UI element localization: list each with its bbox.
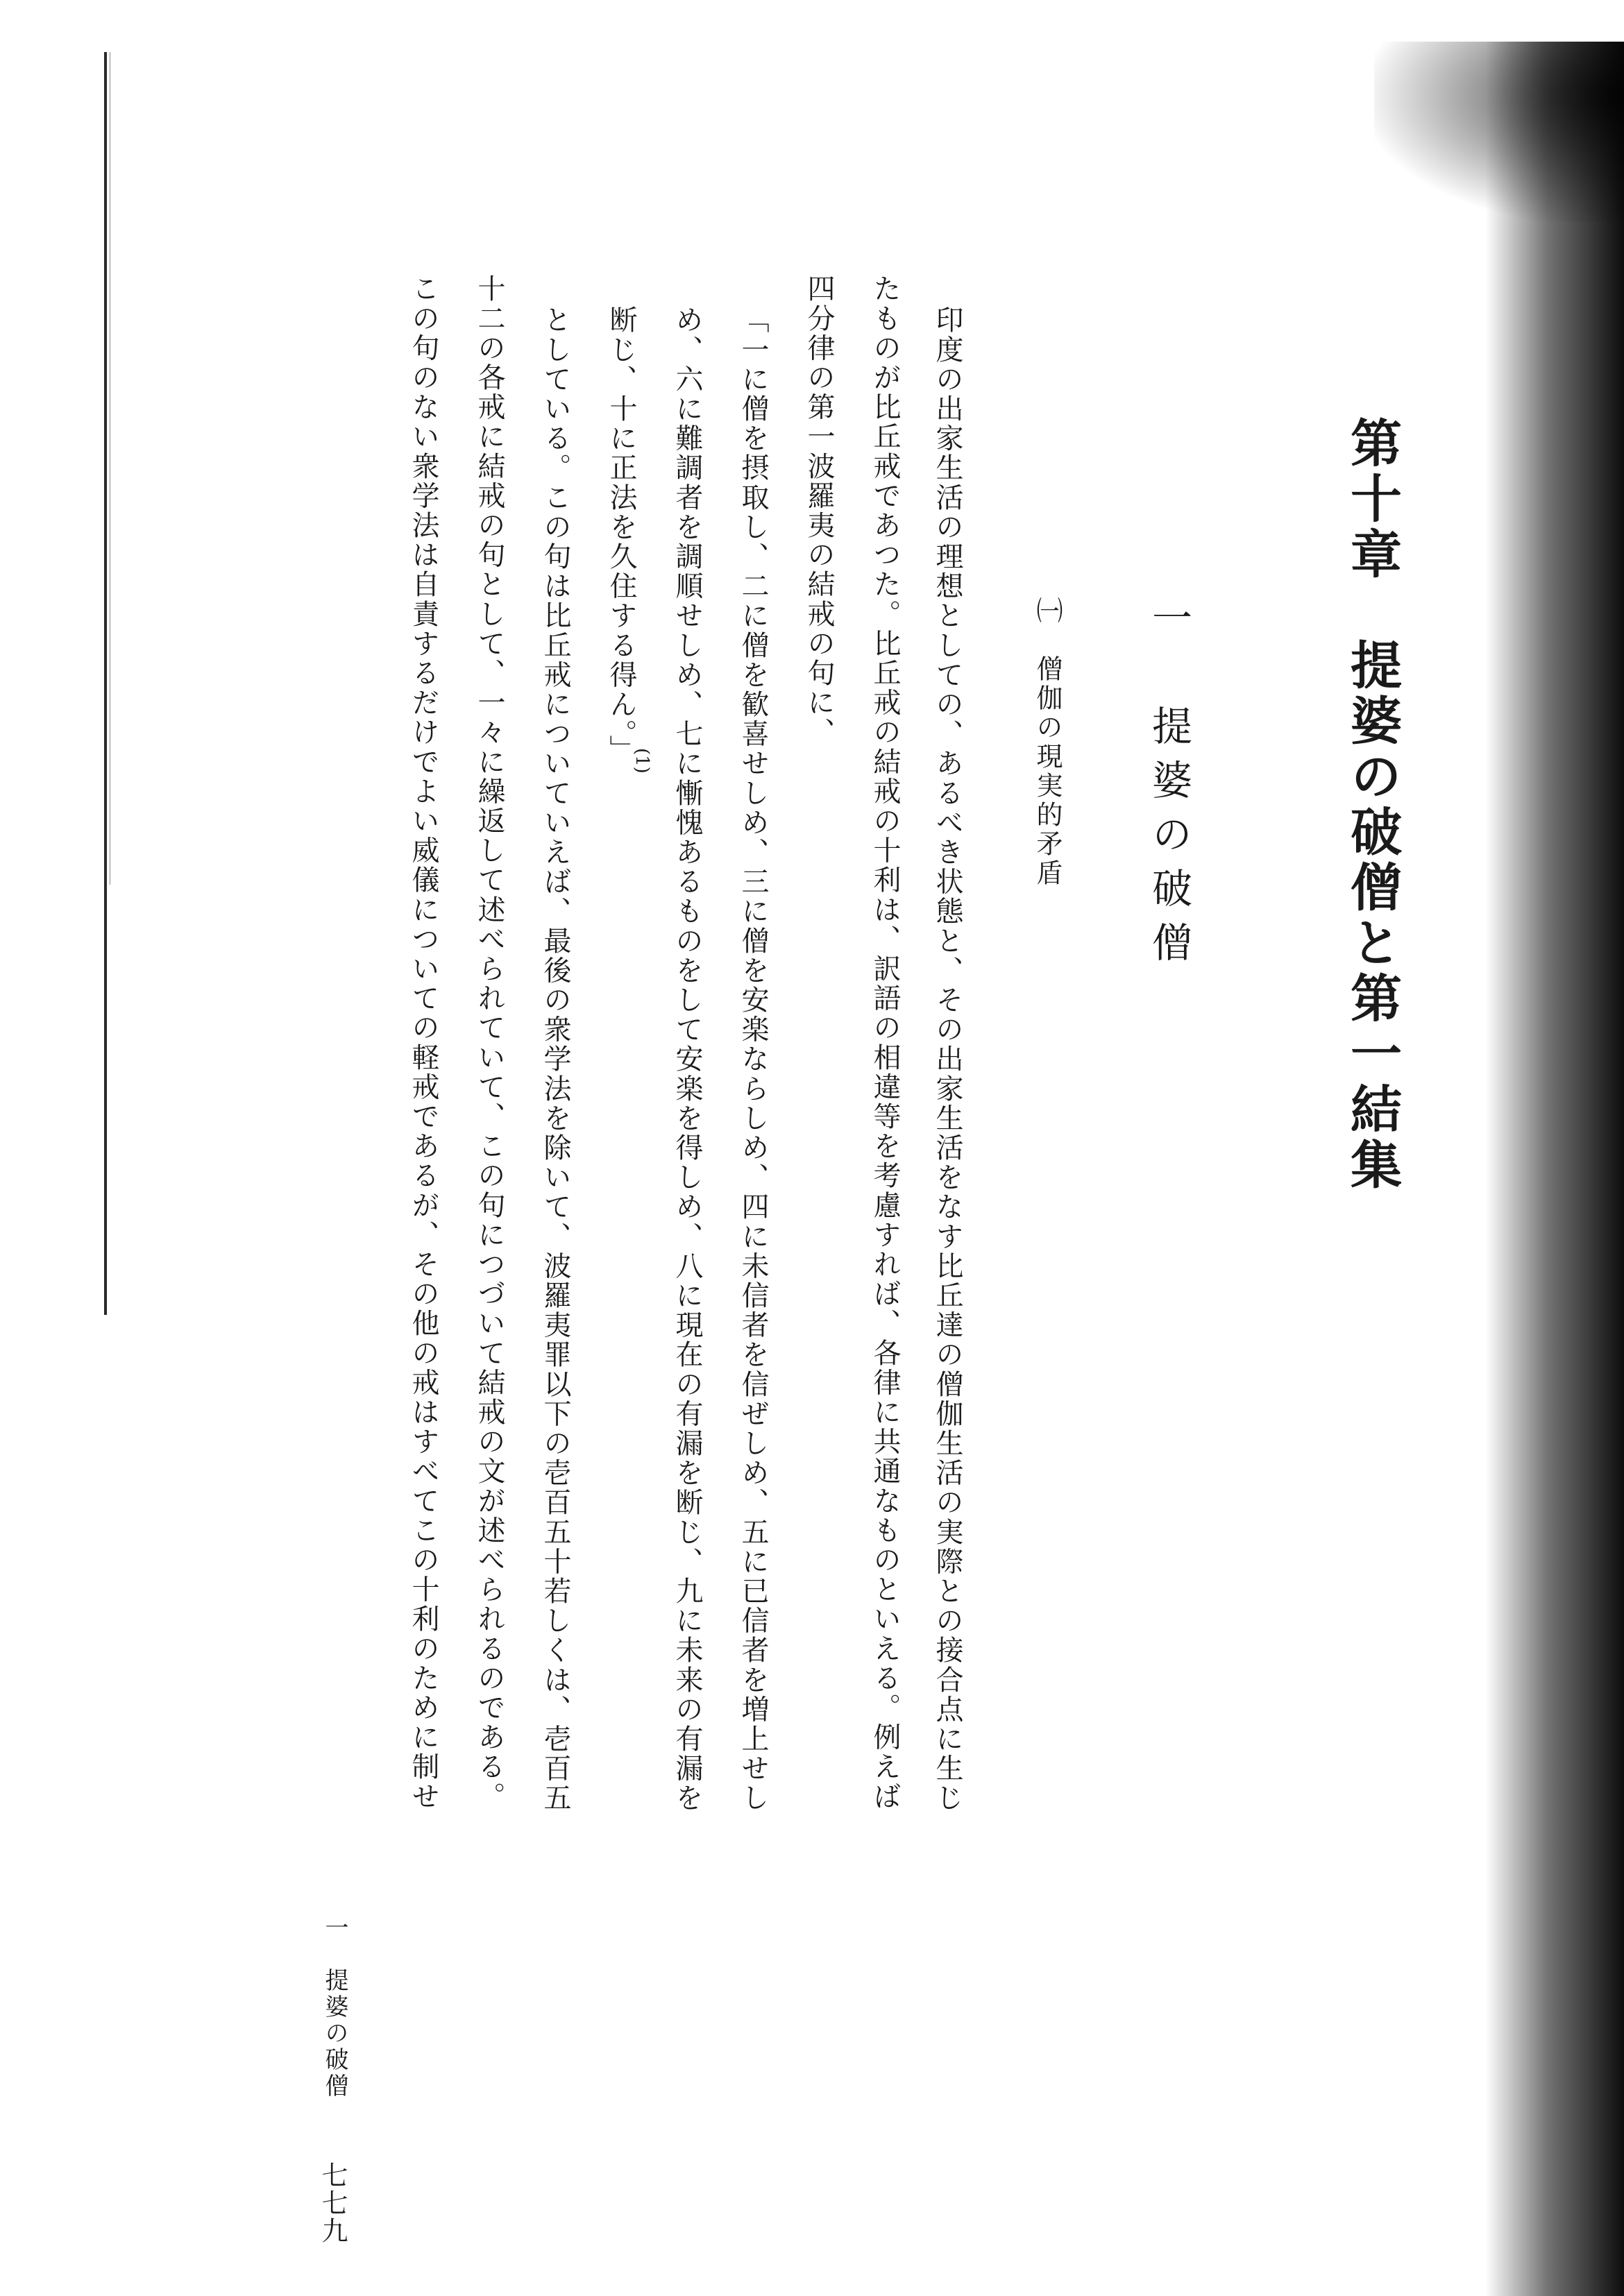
section-title: 一 提婆の破僧 [1145,597,1192,976]
body-line-9: この句のない衆学法は自責するだけでよい威儀についての軽戒であるが、その他の戒はすべてこの十利のために制せ [407,274,439,1812]
body-line-5: め、六に難調者を調順せしめ、七に慚愧あるものをして安楽を得しめ、八に現在の有漏を断じ、九に未来の有漏を [671,305,703,1813]
body-line-3: 四分律の第一波羅夷の結戒の句に、 [803,274,835,747]
page-number: 七七九 [317,2161,348,2245]
scan-corner-shadow [1374,42,1624,222]
running-head: 一 提婆の破僧 [321,1915,348,2100]
note-reference: (1) [632,748,652,774]
scan-edge-shadow [1485,42,1624,2296]
binding-rule [104,52,107,1315]
body-line-1: 印度の出家生活の理想としての、あるべき状態と、その出家生活をなす比丘達の僧伽生活の実際との接合点に生じ [931,305,963,1813]
body-line-7: としている。この句は比丘戒についていえば、最後の衆学法を除いて、波羅夷罪以下の壱百五十若しくは、壱百五 [539,305,571,1813]
body-line-8: 十二の各戒に結戒の句として、一々に繰返して述べられていて、この句につづいて結戒の文が述べられるのである。 [473,274,505,1812]
chapter-title: 第十章 提婆の破僧と第一結集 [1342,416,1402,1193]
subsection-title: ㈠ 僧伽の現実的矛盾 [1032,597,1063,888]
body-line-2: たものが比丘戒であつた。比丘戒の結戒の十利は、訳語の相違等を考慮すれば、各律に共通なものといえる。例えば [869,274,901,1812]
body-line-4: 「一に僧を摂取し、二に僧を歓喜せしめ、三に僧を安楽ならしめ、四に未信者を信ぜしめ、五に已信者を増上せし [737,305,769,1813]
body-line-6: 断じ、十に正法を久住する得ん。」 [605,305,637,765]
